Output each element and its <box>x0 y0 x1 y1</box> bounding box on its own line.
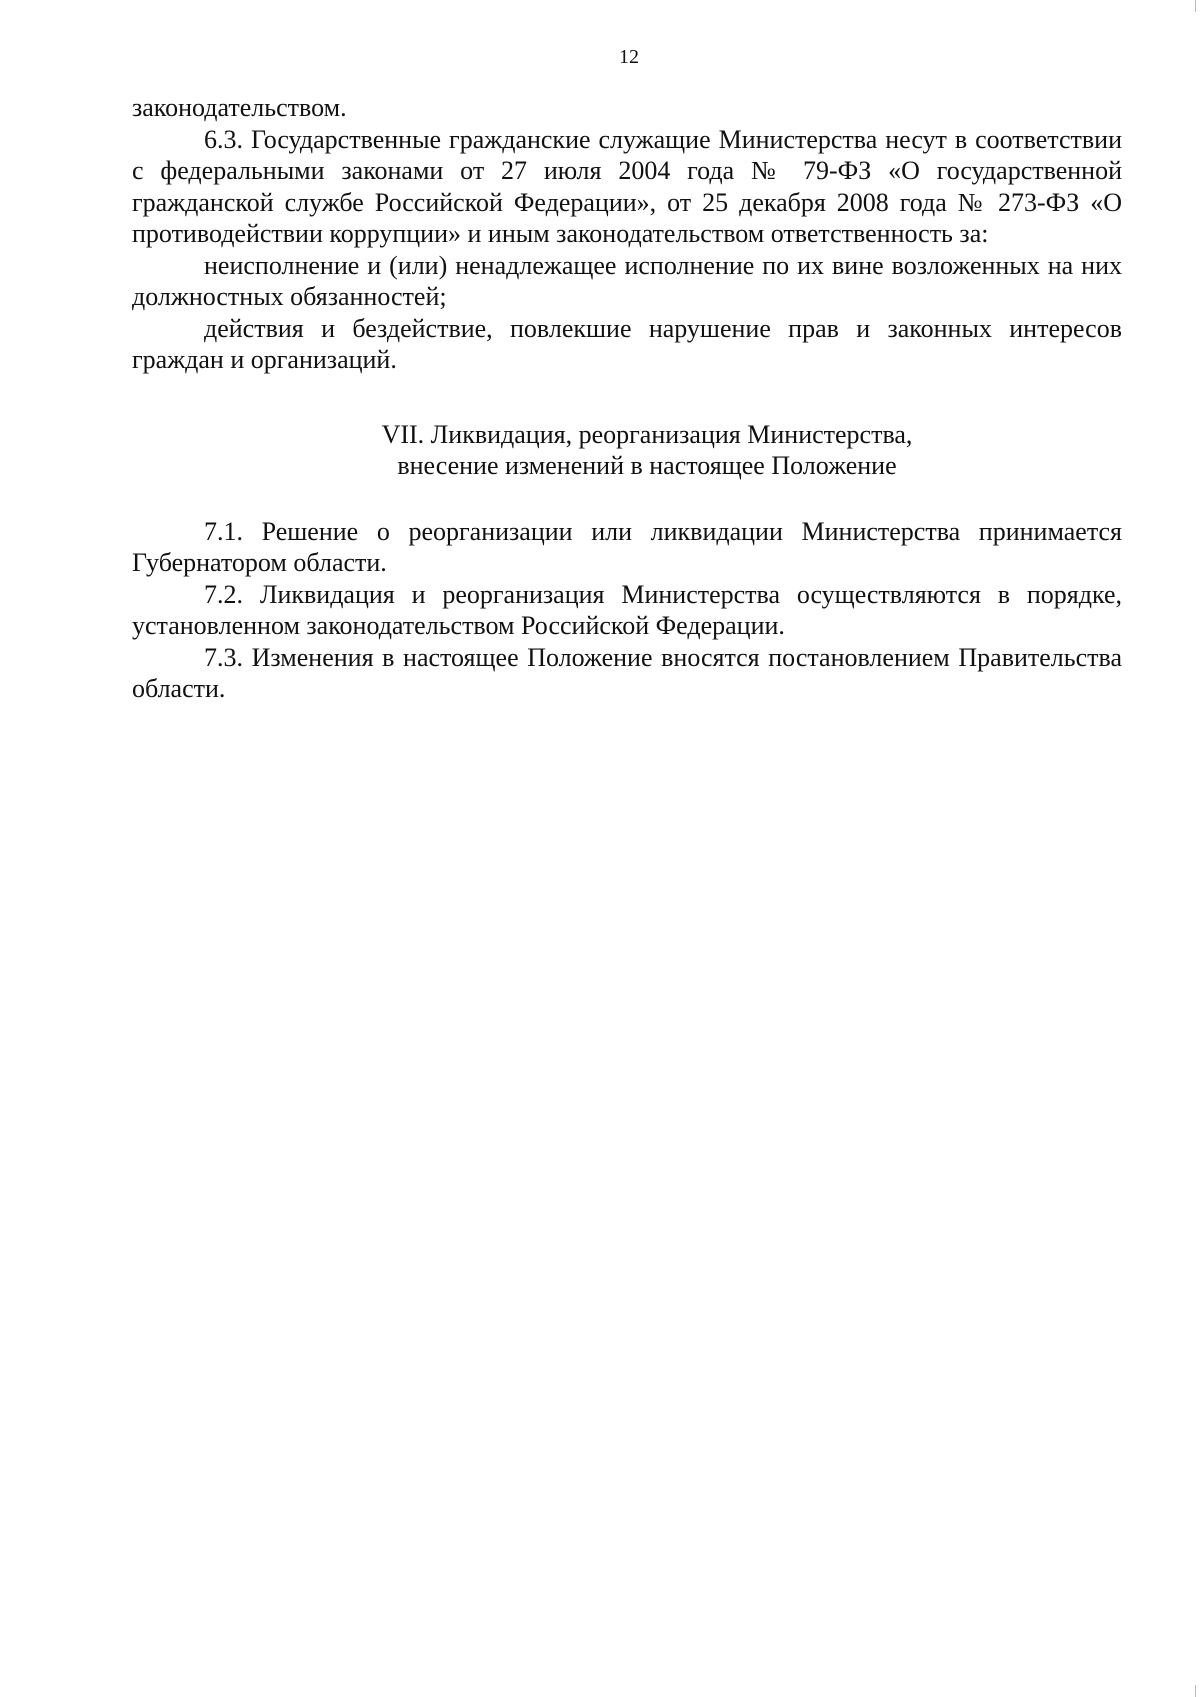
paragraph-7-2: 7.2. Ликвидация и реорганизация Министерства осуществляются в порядке, установленном законодательством Российской Федерации. <box>132 579 1122 640</box>
scan-edge-mark-bottom <box>1185 1685 1196 1697</box>
document-body <box>132 92 1122 705</box>
list-item-rights-violation: действия и бездействие, повлекшие нарушение прав и законных интересов граждан и организаций. <box>132 313 1122 374</box>
paragraph-7-3: 7.3. Изменения в настоящее Положение вносятся постановлением Правительства области. <box>132 642 1122 703</box>
section-heading-line-1: VII. Ликвидация, реорганизация Министерства, <box>381 419 913 449</box>
scan-edge-mark-top <box>1185 0 1196 12</box>
list-item-duty-failure: неисполнение и (или) ненадлежащее исполнение по их вине возложенных на них должностных обязанностей; <box>132 250 1122 311</box>
section-heading <box>132 419 1122 482</box>
section-heading-line-2: внесение изменений в настоящее Положение <box>397 451 897 480</box>
paragraph-continuation: законодательством. <box>132 93 347 122</box>
page-number: 12 <box>619 46 639 68</box>
paragraph-6-3: 6.3. Государственные гражданские служащие Министерства несут в соответствии с федеральными законами от 27 июля 2004 года № 79-ФЗ «О государственной гражданской службе Российской Федерации», от 25 декабря 2008 года № 273-ФЗ «О противодействии коррупции» и иным законодательством ответственность за: <box>132 124 1122 248</box>
paragraph-7-1: 7.1. Решение о реорганизации или ликвидации Министерства принимается Губернатором области. <box>132 516 1122 577</box>
